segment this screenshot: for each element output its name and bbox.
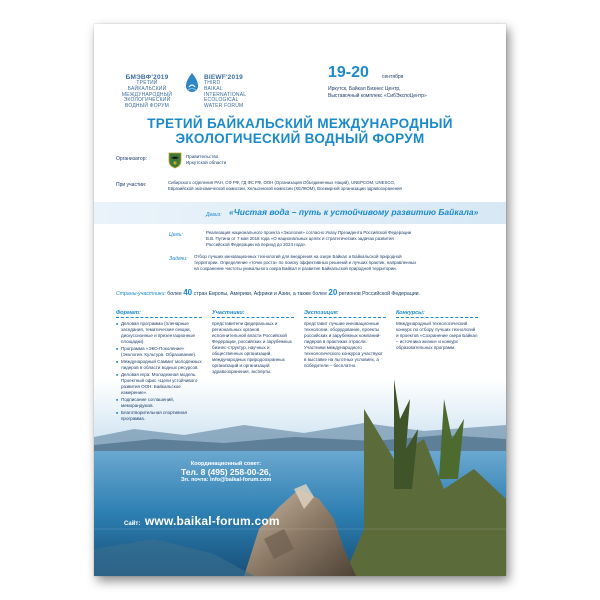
- tasks-line: Отбор лучших инновационных технологий для внедрения на озере Байкал и Байкальской природной: [194, 254, 402, 259]
- contests-heading: Конкурсы:: [396, 310, 478, 318]
- participation-line: Сибирского отделения РАН, СФ РФ, ГД ФС РФ, ООН (Организация Объединенных Наций), UNEPCOM, UNESCO,: [168, 180, 396, 185]
- logo-ru-line: БАЙКАЛЬСКИЙ: [127, 85, 167, 92]
- participation-text: [168, 180, 488, 192]
- logo-en-line: INTERNATIONAL: [204, 91, 247, 98]
- logo-ru-line: ВОДНЫЙ ФОРУМ: [124, 103, 169, 110]
- contact-phone: Тел. 8 (495) 258-00-26,: [180, 467, 272, 477]
- participants-column: [212, 310, 294, 375]
- goals-line: Реализация национального проекта «Экология» согласно Указу Президента Российской Федерации: [206, 230, 412, 235]
- tasks-text: [194, 254, 498, 272]
- forum-logo-ru: [116, 74, 178, 110]
- logo-en-line: ECOLOGICAL: [204, 97, 239, 104]
- title-line: ТРЕТИЙ БАЙКАЛЬСКИЙ МЕЖДУНАРОДНЫЙ: [147, 116, 453, 131]
- countries-text: регионов Российской Федерации.: [338, 291, 421, 297]
- format-item: ■ Программа «ЭКО-Поколение» (Экология. Культура. Образование).: [116, 346, 202, 358]
- contact-email: Эл. почта: info@baikal-forum.com: [180, 477, 272, 483]
- site-url: www.baikal-forum.com: [144, 514, 280, 528]
- logo-ru-code: БМЭВФ'2019: [125, 74, 169, 81]
- countries-text: стран Европы, Америки, Африки и Азии, а также более: [193, 291, 327, 297]
- irkutsk-crest-icon: [168, 152, 182, 169]
- format-item: ■ Международный Саммит молодежных лидеров в области водных ресурсов.: [116, 359, 202, 371]
- format-item: ■ Подписание соглашений, меморандумов.: [116, 397, 202, 409]
- venue-line: Выставочный комплекс «СибЭкспоЦентр»: [328, 92, 427, 99]
- title-line: ЭКОЛОГИЧЕСКИЙ ВОДНЫЙ ФОРУМ: [175, 131, 425, 146]
- tasks-line: территории. Определение «точек роста» по поиску эффективных решений и лучших практик, направленных: [194, 260, 417, 265]
- poster-title: [104, 116, 496, 146]
- tasks-label: Задачи:: [169, 256, 188, 262]
- logo-ru-line: МЕЖДУНАРОДНЫЙ: [121, 91, 173, 98]
- countries-label: Страны-участники:: [116, 291, 166, 297]
- contact-heading: Координационный совет:: [190, 461, 262, 467]
- exposition-column: [304, 310, 386, 369]
- goals-line: В.В. Путина от 7 мая 2018 года «О национальных целях и стратегических задачах развития: [206, 236, 394, 241]
- countries-count: 40: [183, 288, 193, 297]
- logo-en-code: BIEWF'2019: [204, 74, 243, 81]
- contests-column: [396, 310, 478, 351]
- organizer-label: Организатор:: [116, 156, 147, 162]
- format-heading: Формат:: [116, 310, 202, 318]
- contests-text: Международный технологический конкурс по отбору лучших технологий и проектов «Сохранение озера Байкал – источника жизни» и конкурс образовательных программ.: [396, 321, 478, 350]
- regions-count: 20: [328, 288, 338, 297]
- organizer-line: Правительство: [186, 154, 219, 159]
- logo-ru-line: ЭКОЛОГИЧЕСКИЙ: [123, 97, 171, 104]
- organizer-line: Иркутской области: [186, 160, 227, 165]
- participation-line: Евразийской экономической комиссии, Хельсинской комиссии (ХЕЛКОМ), Всемирной организации здравоохранения: [168, 186, 402, 191]
- goals-label: Цель:: [169, 232, 183, 238]
- event-dates: 19-20: [328, 64, 369, 81]
- venue-line: Иркутск, Байкал Бизнес Центр,: [328, 86, 401, 92]
- format-column: [116, 310, 202, 423]
- logo-en-line: THIRD: [204, 80, 221, 86]
- format-item: ■ Деловая программа (пленарные заседания, тематические секции, дискуссионные и презентационные площадки).: [116, 321, 202, 345]
- countries-text: более: [167, 291, 182, 297]
- forum-logo-en: [204, 74, 266, 110]
- event-venue: [328, 86, 488, 99]
- forum-emblem-icon: [183, 72, 201, 96]
- exposition-text: представит лучшие инновационные технологии, оборудование, проекты российских и зарубежных компаний-лидеров в практиках отрасли. Участники международного технологического конкурса участвуют в выставке на льготных условиях, а победители – бесплатно.: [304, 321, 383, 368]
- event-month: сентября: [382, 74, 404, 80]
- forum-website: [124, 512, 280, 530]
- format-item: ■ Благотворительная спортивная программа.: [116, 410, 202, 422]
- format-list: [116, 321, 202, 422]
- organizer-name: [186, 154, 226, 166]
- participating-countries: [116, 288, 496, 297]
- logo-ru-line: ТРЕТИЙ: [136, 80, 158, 86]
- site-label: Сайт:: [124, 521, 141, 527]
- goals-text: [206, 230, 496, 248]
- exposition-heading: Экспозиция:: [304, 310, 386, 318]
- forum-poster: [94, 24, 506, 576]
- motto-label: Девиз:: [206, 212, 222, 218]
- tasks-line: на сохранение чистоты уникального озера Байкал и развитие Байкальской природной территории.: [194, 266, 397, 271]
- participants-heading: Участники:: [212, 310, 294, 318]
- logo-en-line: WATER FORUM: [204, 103, 244, 110]
- logo-en-line: BAIKAL: [204, 85, 223, 92]
- forum-motto: «Чистая вода – путь к устойчивому развитию Байкала»: [229, 207, 479, 217]
- participation-label: При участии:: [116, 182, 147, 188]
- format-item: ■ Деловая игра: Молодежная модель. Проектный офис «Цели устойчивого развития ООН: Байкальское измерение».: [116, 372, 202, 396]
- goals-line: Российской Федерации на период до 2024 года».: [206, 242, 307, 247]
- participants-text: представители федеральных и региональных органов исполнительной власти Российской Федерации, российских и зарубежных бизнес-структур, научных и общественных организаций, международных природоохранных организаций и организаций здравоохранения, эксперты.: [212, 321, 292, 374]
- coordination-council-contact: [146, 461, 306, 483]
